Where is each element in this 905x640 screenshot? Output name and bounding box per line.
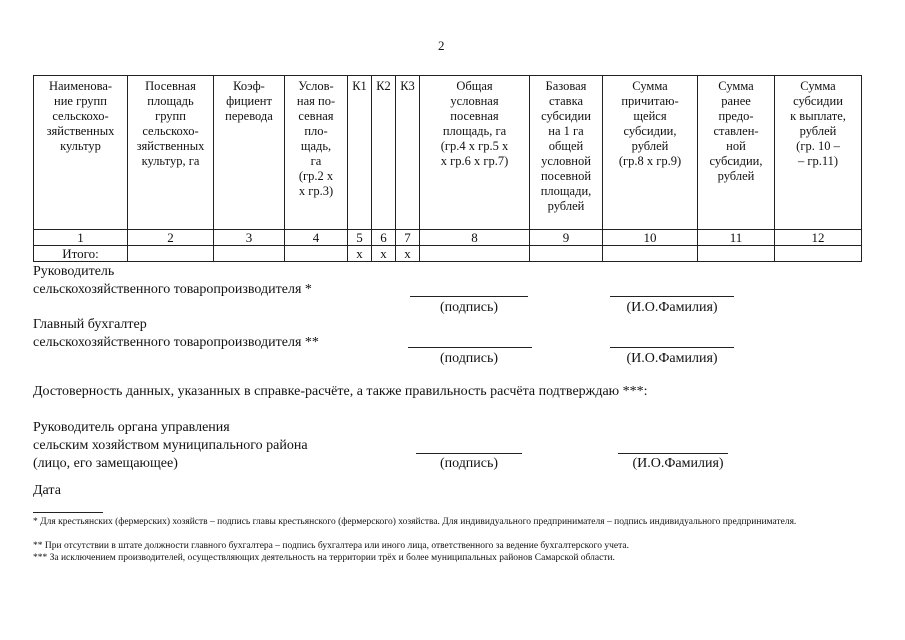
head-signature-line (410, 296, 528, 297)
column-number: 3 (214, 230, 285, 246)
header-cell: Посевная площадь групп сельскохо- зяйственных культур, га (128, 76, 214, 230)
total-cell (603, 246, 698, 262)
column-number: 4 (285, 230, 348, 246)
total-cell: x (348, 246, 372, 262)
accountant-title-line2: сельскохозяйственного товаропроизводителя ** (33, 335, 319, 350)
header-row (34, 76, 862, 230)
column-number: 11 (698, 230, 775, 246)
authority-title-line2: сельским хозяйством муниципального района (33, 438, 308, 453)
header-cell: Сумма ранее предо- ставлен- ной субсидии, рублей (698, 76, 775, 230)
header-cell: Услов- ная по- севная пло- щадь, га (гр.2 х х гр.3) (285, 76, 348, 230)
total-row (34, 246, 862, 262)
accountant-title-line1: Главный бухгалтер (33, 317, 147, 332)
authority-name-label: (И.О.Фамилия) (632, 456, 724, 471)
accountant-name-line (610, 347, 734, 348)
total-cell (128, 246, 214, 262)
total-cell (420, 246, 530, 262)
total-cell (214, 246, 285, 262)
header-cell: К3 (396, 76, 420, 230)
total-cell: x (372, 246, 396, 262)
column-number: 7 (396, 230, 420, 246)
header-cell: Наименова- ние групп сельскохо- зяйственных культур (34, 76, 128, 230)
header-cell: Базовая ставка субсидии на 1 га общей условной посевной площади, рублей (530, 76, 603, 230)
total-cell (775, 246, 862, 262)
subsidy-table (33, 75, 862, 262)
head-title-line2: сельскохозяйственного товаропроизводителя * (33, 282, 312, 297)
column-number-row (34, 230, 862, 246)
column-number: 10 (603, 230, 698, 246)
column-number: 5 (348, 230, 372, 246)
footnote-1: * Для крестьянских (фермерских) хозяйств – подпись главы крестьянского (фермерского) хозяйства. Для индивидуального предпринимателя – подпись индивидуального предпринимателя. (33, 517, 797, 527)
confirmation-text: Достоверность данных, указанных в справке-расчёте, а также правильность расчёта подтверждаю ***: (33, 384, 648, 399)
accountant-name-label: (И.О.Фамилия) (626, 351, 718, 366)
authority-signature-line (416, 453, 522, 454)
column-number: 6 (372, 230, 396, 246)
total-cell (698, 246, 775, 262)
footnote-separator (33, 512, 103, 513)
page-number: 2 (438, 38, 445, 53)
head-title-line1: Руководитель (33, 264, 115, 279)
accountant-signature-line (408, 347, 532, 348)
header-cell: Сумма субсидии к выплате, рублей (гр. 10 – – гр.11) (775, 76, 862, 230)
authority-title-line1: Руководитель органа управления (33, 420, 230, 435)
total-label: Итого: (34, 246, 128, 262)
column-number: 8 (420, 230, 530, 246)
authority-signature-label: (подпись) (439, 456, 499, 471)
footnote-2: ** При отсутствии в штате должности главного бухгалтера – подпись бухгалтера или иного лица, ответственного за ведение бухгалтерского учета. (33, 541, 629, 551)
total-cell: x (396, 246, 420, 262)
column-number: 9 (530, 230, 603, 246)
header-cell: Коэф- фициент перевода (214, 76, 285, 230)
total-cell (285, 246, 348, 262)
head-signature-label: (подпись) (439, 300, 499, 315)
column-number: 12 (775, 230, 862, 246)
header-cell: К1 (348, 76, 372, 230)
authority-title-line3: (лицо, его замещающее) (33, 456, 178, 471)
header-cell: Сумма причитаю- щейся субсидии, рублей (гр.8 х гр.9) (603, 76, 698, 230)
accountant-signature-label: (подпись) (439, 351, 499, 366)
column-number: 1 (34, 230, 128, 246)
authority-name-line (618, 453, 728, 454)
column-number: 2 (128, 230, 214, 246)
header-cell: Общая условная посевная площадь, га (гр.4 х гр.5 х х гр.6 х гр.7) (420, 76, 530, 230)
head-name-label: (И.О.Фамилия) (626, 300, 718, 315)
head-name-line (610, 296, 734, 297)
date-label: Дата (33, 483, 61, 498)
header-cell: К2 (372, 76, 396, 230)
total-cell (530, 246, 603, 262)
footnote-3: *** За исключением производителей, осуществляющих деятельность на территории трёх и более муниципальных районов Самарской области. (33, 553, 615, 563)
